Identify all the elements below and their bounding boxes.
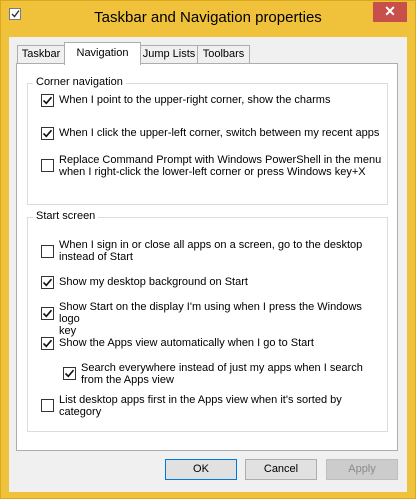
cancel-button[interactable]: Cancel bbox=[245, 459, 317, 480]
checkmark-icon bbox=[65, 369, 74, 378]
window-title: Taskbar and Navigation properties bbox=[94, 9, 322, 26]
label-go-to-desktop[interactable]: When I sign in or close all apps on a screen, go to the desktop instead of Start bbox=[59, 239, 363, 263]
checkmark-icon bbox=[43, 129, 52, 138]
label-desktop-background[interactable]: Show my desktop background on Start bbox=[59, 276, 248, 288]
label-switch-recent-apps[interactable]: When I click the upper-left corner, switch between my recent apps bbox=[59, 127, 380, 139]
label-apps-view-automatically[interactable]: Show the Apps view automatically when I go to Start bbox=[59, 337, 314, 349]
tab-navigation[interactable]: Navigation bbox=[64, 42, 141, 65]
checkbox-switch-recent-apps[interactable] bbox=[41, 127, 54, 140]
start-screen-group bbox=[27, 210, 388, 432]
label-replace-command-prompt[interactable]: Replace Command Prompt with Windows PowerShell in the menu when I right-click the lower-left corner or press Windows key+X bbox=[59, 154, 382, 178]
checkmark-icon bbox=[43, 96, 52, 105]
label-start-on-display[interactable]: Show Start on the display I'm using when I press the Windows logo key bbox=[59, 301, 362, 337]
label-desktop-apps-first[interactable]: List desktop apps first in the Apps view when it's sorted by category bbox=[59, 394, 342, 418]
navigation-tab-panel bbox=[16, 63, 398, 451]
tab-jump-lists[interactable]: Jump Lists bbox=[140, 45, 198, 64]
label-show-charms[interactable]: When I point to the upper-right corner, show the charms bbox=[59, 94, 331, 106]
checkbox-start-on-display[interactable] bbox=[41, 307, 54, 320]
checkbox-search-everywhere[interactable] bbox=[63, 367, 76, 380]
checkbox-desktop-background[interactable] bbox=[41, 276, 54, 289]
checkbox-go-to-desktop[interactable] bbox=[41, 245, 54, 258]
apply-button[interactable]: Apply bbox=[326, 459, 398, 480]
checkmark-icon bbox=[43, 278, 52, 287]
checkbox-replace-command-prompt[interactable] bbox=[41, 159, 54, 172]
group-legend-start-screen: Start screen bbox=[33, 210, 98, 222]
tab-toolbars[interactable]: Toolbars bbox=[197, 45, 250, 64]
tab-taskbar[interactable]: Taskbar bbox=[17, 45, 65, 64]
ok-button[interactable]: OK bbox=[165, 459, 237, 480]
close-icon: ✕ bbox=[384, 3, 396, 19]
dialog-client-area bbox=[9, 37, 407, 492]
checkbox-show-charms[interactable] bbox=[41, 94, 54, 107]
close-button[interactable] bbox=[373, 2, 407, 22]
checkbox-desktop-apps-first[interactable] bbox=[41, 399, 54, 412]
group-legend-corner-navigation: Corner navigation bbox=[33, 76, 126, 88]
checkmark-icon bbox=[43, 339, 52, 348]
checkmark-icon bbox=[43, 309, 52, 318]
label-search-everywhere[interactable]: Search everywhere instead of just my apps when I search from the Apps view bbox=[81, 362, 363, 386]
corner-navigation-group bbox=[27, 76, 388, 205]
checkbox-apps-view-automatically[interactable] bbox=[41, 337, 54, 350]
title-bar[interactable] bbox=[1, 1, 415, 37]
